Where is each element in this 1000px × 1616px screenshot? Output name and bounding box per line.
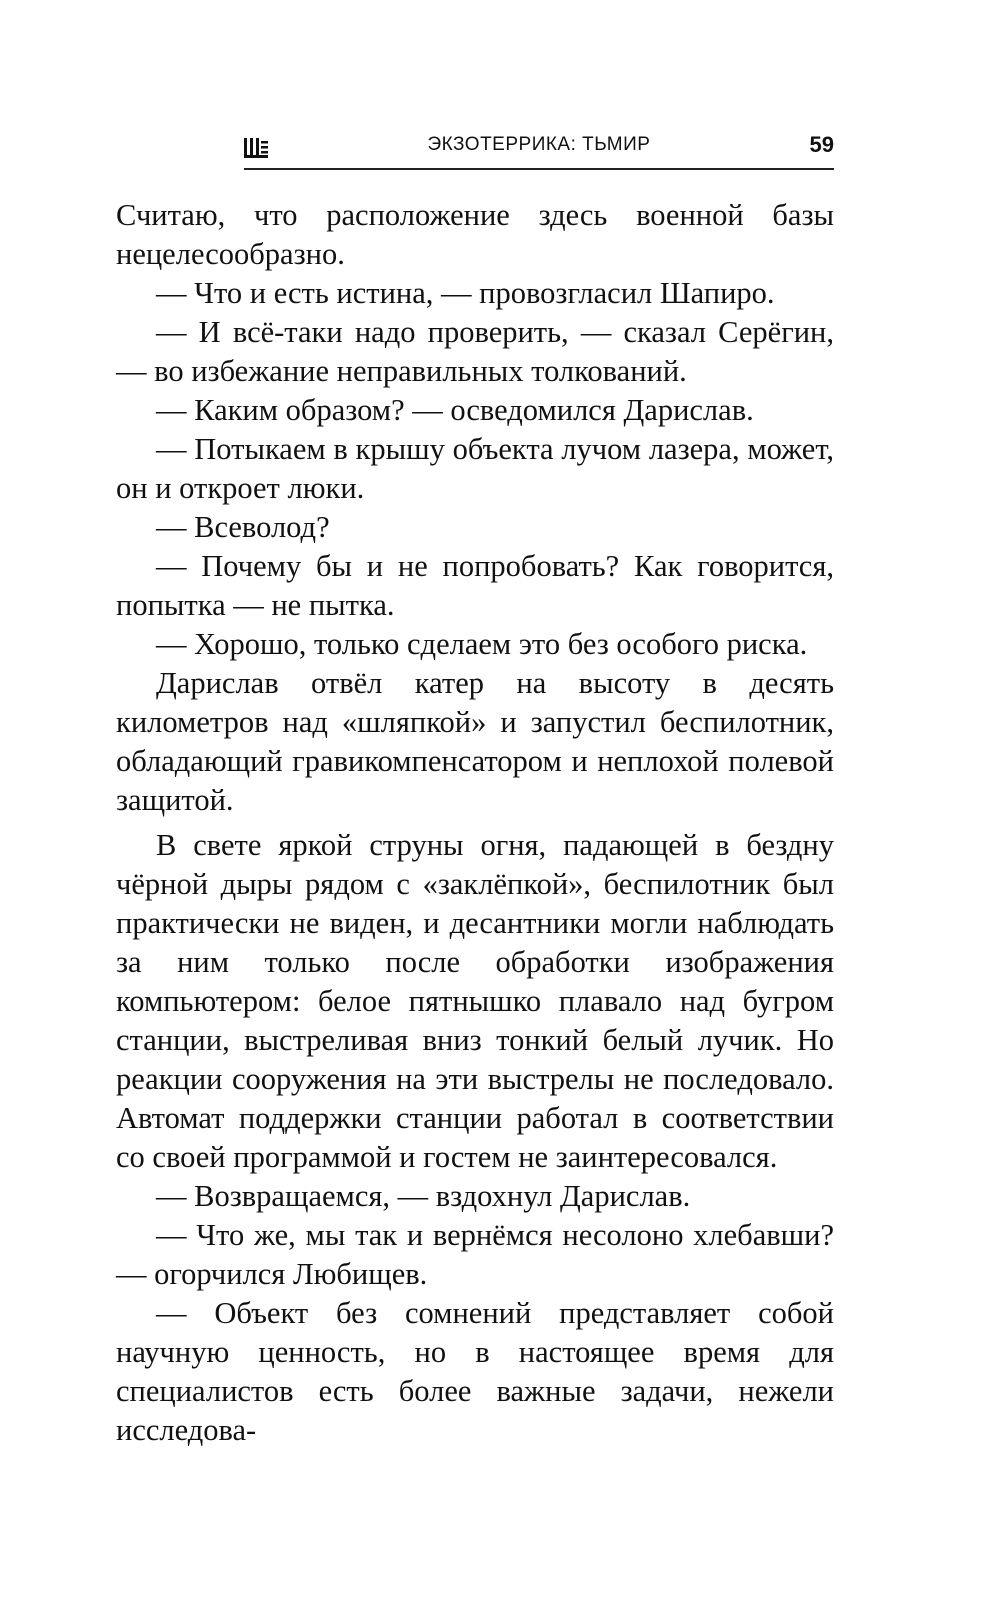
paragraph: В свете яркой струны огня, падающей в бездну чёрной дыры рядом с «заклёпкой», беспилотник был практически не виден, и десантники могли наблюдать за ним только после обработки изображения компьютером: белое пятнышко плавало над бугром станции, выстреливая вниз тонкий белый лучик. Но реакции сооружения на эти выстрелы не последовало. Автомат поддержки станции работал в соответствии со своей программой и гостем не заинтересовался. (116, 828, 834, 1174)
paragraph: — Что и есть истина, — провозгласил Шапиро. (156, 276, 775, 310)
paragraph: — Возвращаемся, — вздохнул Дарислав. (156, 1179, 691, 1213)
paragraph: Дарислав отвёл катер на высоту в десять километров над «шляпкой» и запустил беспилотник, обладающий гравикомпенсатором и неплохой полевой защитой. (116, 666, 834, 817)
paragraph: — Потыкаем в крышу объекта лучом лазера, может, он и откроет люки. (116, 432, 834, 505)
paragraph: — Всеволод? (156, 510, 330, 544)
running-title: ЭКЗОТЕРРИКА: ТЬМИР (427, 134, 651, 155)
page-header (244, 130, 834, 170)
paragraph: Считаю, что расположение здесь военной базы нецелесообразно. (116, 198, 834, 271)
paragraph: — Объект без сомнений представляет собой научную ценность, но в настоящее время для специалистов есть более важные задачи, нежели исследова- (116, 1296, 834, 1447)
paragraph: — Каким образом? — осведомился Дарислав. (156, 393, 754, 427)
paragraph: — Хорошо, только сделаем это без особого риска. (156, 627, 808, 661)
page-number: 59 (809, 132, 834, 157)
paragraph: — Почему бы и не попробовать? Как говорится, попытка — не пытка. (116, 549, 834, 622)
body-text (116, 196, 834, 1450)
paragraph: — Что же, мы так и вернёмся несолоно хлебавши? — огорчился Любищев. (116, 1218, 834, 1291)
paragraph: — И всё-таки надо проверить, — сказал Серёгин, — во избежание неправильных толкований. (116, 315, 834, 388)
